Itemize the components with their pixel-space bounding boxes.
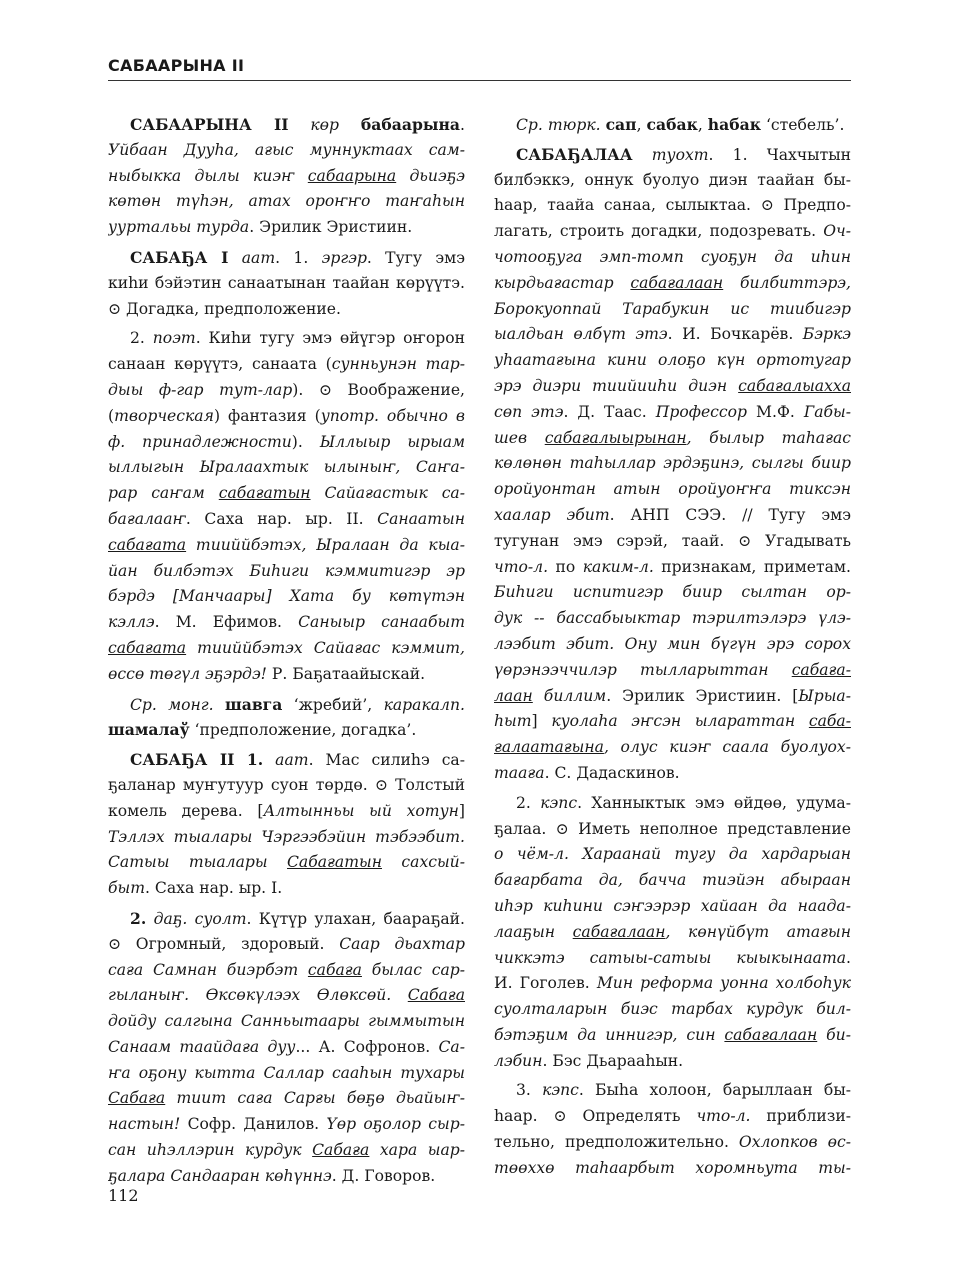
text-line: Ср. тюрк. сап, сабак, һабак ‘стебель’. — [516, 115, 845, 134]
text-line: сан иһэллэрин курдук Сабаға хара ыар- — [108, 1141, 465, 1160]
text-line: сөп этэ. Д. Таас. Профессор М.Ф. Габы- — [494, 402, 851, 421]
text-line: Биһиги испитигэр биир сылтан ор- — [494, 583, 851, 602]
text-line: ҕалара Сандааран көһүннэ. Д. Говоров. — [108, 1166, 436, 1185]
text-line: Борокуоппай Тарабукин ис тиибигэр — [494, 299, 851, 318]
text-line: И. Гоголев. Мин реформа уонна холбоһук — [494, 974, 851, 993]
text-line: оройуонтан атын оройуоҥҥа тиксэн — [494, 480, 851, 499]
text-line: йан билбэтэх Биһиги кэммитигэр эр — [108, 561, 465, 580]
text-line: уһаатағына кини олоҕо күн ортотугар — [494, 351, 851, 370]
text-line: Уйбаан Дууһа, ағыс муннуктаах сам- — [108, 140, 465, 159]
text-line: хаалар эбит. АНП СЭЭ. // Тугу эмэ — [494, 505, 851, 524]
text-line: һаар, таайа санаа, сылыктаа. ⊙ Предпо- — [494, 196, 851, 215]
text-line: үөрэнээччилэр тылларыттан сабаға- — [494, 660, 851, 679]
text-line: дойду салгына Санньытаары гыммытын — [108, 1012, 465, 1031]
text-line: эрэ диэри тиийииһи диэн сабағалыахха — [494, 376, 851, 395]
text-line: САБАҔА I аат. 1. эргэр. Тугу эмэ — [130, 247, 465, 267]
text-line: 2. поэт. Киһи тугу эмэ өйүгэр оҥорон — [130, 329, 465, 348]
text-line: шев сабағалыырынан, былыр таһағас — [494, 428, 851, 447]
left-column — [108, 112, 465, 1190]
text-line: быт. Саха нар. ыр. I. — [108, 879, 283, 898]
text-line: бағарбата да, бачча тиэйэн абыраан — [494, 871, 851, 890]
text-line: кырдьағастар сабағалаан билбиттэрэ, — [494, 273, 851, 292]
text-line: киһи бэйэтин санаатынан таайан көрүүтэ. — [108, 273, 465, 292]
text-line: лагать, строить догадки, подозревать. Оч- — [494, 222, 851, 241]
text-line: дук -- бассабыыктар тэрилтэлэрэ үлэ- — [494, 609, 851, 628]
text-line: комель дерева. [Алтынньы ый хотун] — [108, 801, 465, 820]
running-header — [108, 56, 851, 81]
text-line: 2. кэпс. Ханныктык эмэ өйдөө, удума- — [516, 793, 851, 812]
text-line: САБААРЫНА II көр бабаарына. — [130, 115, 465, 134]
text-line: сабағата тииййбэтэх Сайағас кэммит, — [108, 638, 465, 657]
text-line: көлөнөн таһыллар эрдэҕинэ, сылгы биир — [494, 454, 851, 473]
text-line: ууртальы турда. Эрилик Эристиин. — [108, 218, 413, 237]
text-line: Тэллэх тыалары Чэргээбэйин тэбээбит. — [108, 827, 465, 846]
text-line: лээбит эбит. Ону мин бүгүн эрэ сорох — [494, 634, 851, 653]
text-line: гыланыҥ. Өксөкүлээх Өлөксөй. Сабаға — [108, 986, 465, 1005]
text-line: о чём-л. Хараанай тугу да хардарыан — [494, 845, 851, 864]
text-line: иһэр киһини сэҥээрэр хайаан да наада- — [494, 896, 851, 915]
text-line: ф. принадлежности). Ыллыыр ырыам — [108, 432, 465, 451]
text-line: ҕаланар муҥутуур суон төрдө. ⊙ Толстый — [108, 775, 465, 794]
text-line: ыллыгын Ыралаахтык ылыныҥ, Саҥа- — [108, 458, 465, 477]
text-line: ⊙ Огромный, здоровый. Саар дьахтар — [108, 934, 465, 953]
text-line: лааҕын сабағалаан, көнүйбүт атағын — [494, 922, 851, 941]
text-line: Сабаға тиит саға Сарғы бөҕө дьайыҥ- — [108, 1089, 465, 1108]
text-line: тельно, предположительно. Охлопков өс- — [494, 1133, 851, 1152]
text-line: тааға. С. Дадаскинов. — [494, 763, 680, 782]
right-column — [494, 112, 851, 1182]
text-line: ғалаатағына, олус киэҥ саала буолуох- — [494, 738, 851, 757]
text-line: Ср. монг. шавга ‘жребий’, каракалп. — [130, 694, 465, 714]
text-line: саға Самнан биэрбэт сабаға былас сар- — [108, 960, 465, 979]
text-line: чиккэтэ сатыы-сатыы кыыкынаата. — [494, 948, 851, 967]
text-line: бэтэҕим да иннигэр, син сабағалаан би- — [494, 1025, 851, 1044]
text-line: САБАҔАЛАА туохт. 1. Чахчытын — [516, 144, 851, 164]
text-line: суолталарын биэс тарбах курдук бил- — [494, 1000, 851, 1019]
text-line: что-л. по каким-л. признакам, приметам. — [494, 557, 851, 576]
text-line: ҥа оҕону кытта Саллар саaһын тухары — [108, 1063, 465, 1082]
text-line: һыт] куолаһа эҥсэн ылараттан саба- — [494, 712, 851, 731]
text-line: шамалаў ‘предположение, догадка’. — [108, 720, 417, 740]
text-line: өссө төгүл эҕэрдэ! Р. Баҕатаайыскай. — [108, 664, 426, 683]
text-line: Санаам таайдаға дуу... А. Софронов. Са- — [108, 1037, 465, 1056]
text-line: һаар. ⊙ Определять что-л. приблизи- — [494, 1107, 851, 1126]
text-line: бэрдэ [Манчаары] Хата бу көтүтэн — [108, 587, 465, 606]
header-title: САБААРЫНА II — [108, 56, 245, 75]
text-line: ⊙ Догадка, предположение. — [108, 299, 341, 318]
text-line: (творческая) фантазия (употр. обычно в — [108, 406, 465, 425]
text-line: 3. кэпс. Быһа холоон, барыллаан бы- — [516, 1081, 851, 1100]
text-line: лаан биллим. Эрилик Эристиин. [Ырыа- — [494, 686, 851, 705]
text-line: чотооҕуга эмп-томп суоҕун да иһин — [494, 247, 851, 266]
text-line: лэбин. Бэс Дьарааһын. — [494, 1051, 684, 1070]
text-line: дыы ф-гар тут-лар). ⊙ Воображение, — [108, 380, 465, 399]
text-line: рар саҥам сабағатын Сайағастык са- — [108, 484, 465, 503]
text-line: санаан көрүүтэ, санаата (сунньунэн тар- — [108, 355, 465, 374]
text-line: САБАҔА II 1. аат. Мас силиһэ са- — [130, 750, 465, 770]
text-line: төөххө таһаарбыт хоромньута ты- — [494, 1158, 851, 1177]
text-line: Сатыы тыалары Сабағатын сахсый- — [108, 853, 465, 872]
text-line: тугунан эмэ сэрэй, таай. ⊙ Угадывать — [494, 531, 851, 550]
text-line: кэллэ. М. Ефимов. Саныыр санаабыт — [108, 613, 465, 632]
text-line: билбэккэ, оннук буолуо диэн таайан бы- — [494, 170, 851, 189]
text-line: ҕалаа. ⊙ Иметь неполное представление — [494, 819, 851, 838]
text-line: ныбыкка дылы киэҥ сабаарына дьиэҕэ — [108, 166, 465, 185]
text-line: көтөн түһэн, атах ороҥҥо таҥаһын — [108, 192, 465, 211]
text-line: настын! Софр. Данилов. Үөр оҕолор сыр- — [108, 1115, 465, 1134]
text-line: 2. даҕ. суолт. Күтүр улахан, баараҕай. — [130, 908, 465, 928]
text-line: сабағата тииййбэтэх, Ыралаан да кыа- — [108, 535, 465, 554]
text-line: ыалдьан өлбүт этэ. И. Бочкарёв. Бэркэ — [494, 325, 851, 344]
page-number: 112 — [108, 1186, 139, 1205]
text-line: бағалааҥ. Саха нар. ыр. II. Санаатын — [108, 509, 465, 528]
